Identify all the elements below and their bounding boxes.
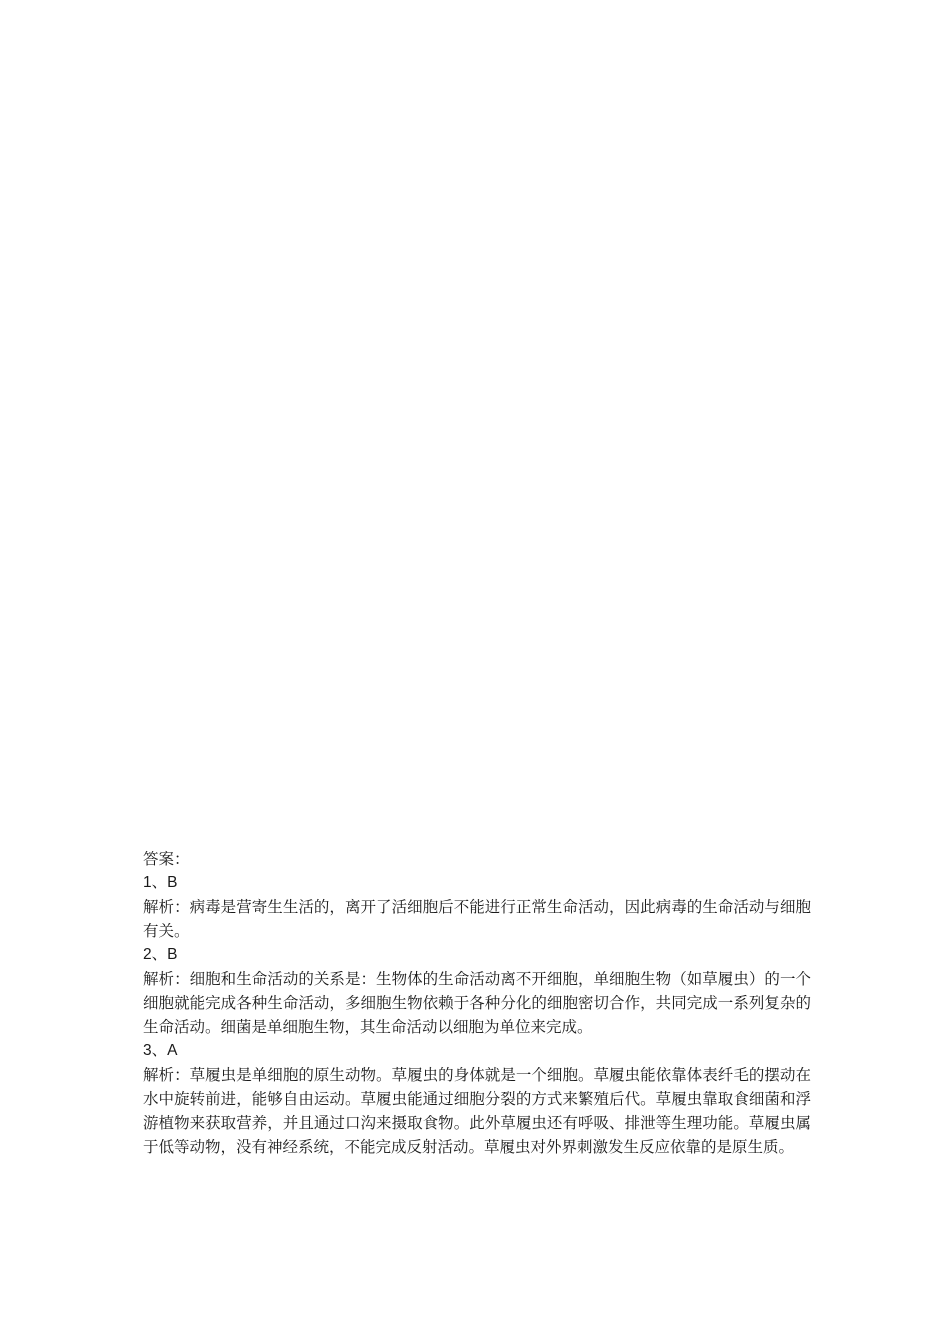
answer-3-number: 3、A <box>143 1042 178 1059</box>
answer-1-explanation: 解析：病毒是营寄生生活的，离开了活细胞后不能进行正常生命活动，因此病毒的生命活动与细胞有关。 <box>143 898 811 940</box>
answer-2-explanation: 解析：细胞和生命活动的关系是：生物体的生命活动离不开细胞，单细胞生物（如草履虫）的一个细胞就能完成各种生命活动，多细胞生物依赖于各种分化的细胞密切合作，共同完成一系列复杂的生命活动。细菌是单细胞生物，其生命活动以细胞为单位来完成。 <box>143 970 811 1036</box>
answer-2-number: 2、B <box>143 946 178 963</box>
answer-1-number: 1、B <box>143 874 178 891</box>
answers-heading: 答案： <box>143 850 190 868</box>
answers-section <box>143 847 811 1159</box>
answer-3-explanation: 解析：草履虫是单细胞的原生动物。草履虫的身体就是一个细胞。草履虫能依靠体表纤毛的摆动在水中旋转前进，能够自由运动。草履虫能通过细胞分裂的方式来繁殖后代。草履虫靠取食细菌和浮游植物来获取营养，并且通过口沟来摄取食物。此外草履虫还有呼吸、排泄等生理功能。草履虫属于低等动物，没有神经系统，不能完成反射活动。草履虫对外界刺激发生反应依靠的是原生质。 <box>143 1066 811 1156</box>
